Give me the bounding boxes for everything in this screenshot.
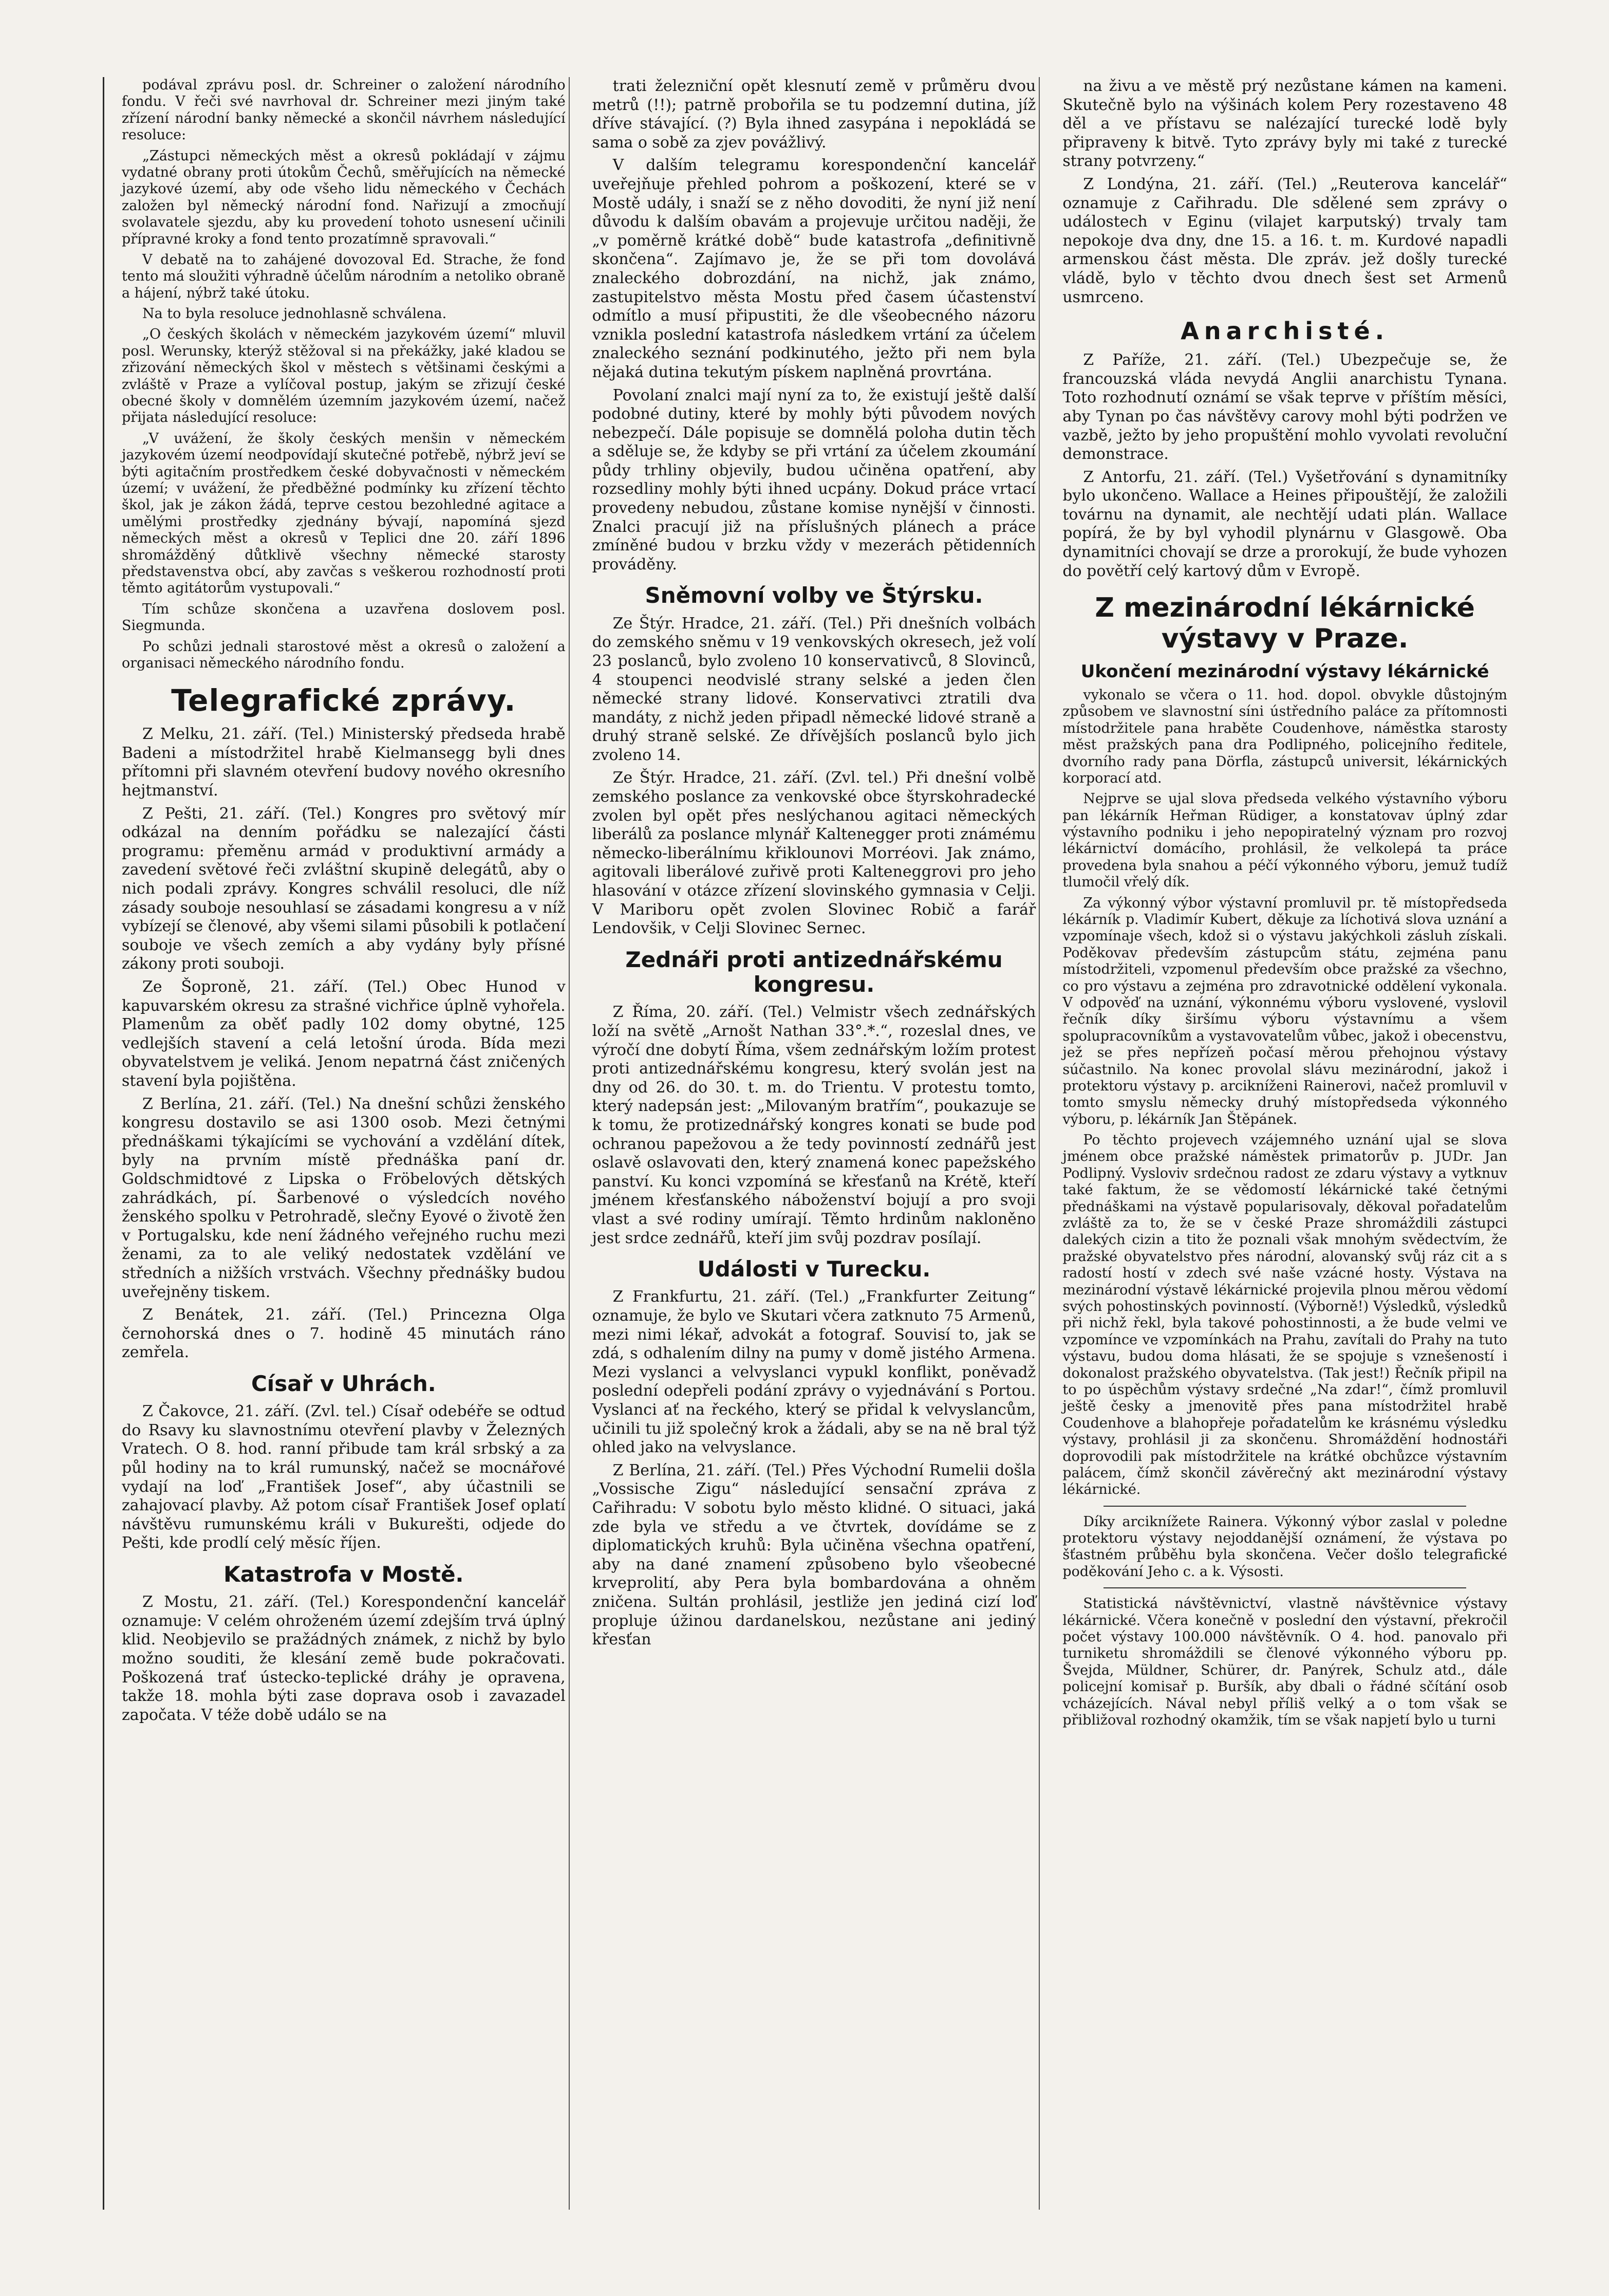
article-paragraph: Z Antorfu, 21. září. (Tel.) Vyšetřování s dynamitníky bylo ukončeno. Wallace a Heines připouštějí, že založili továrnu na dynamit, ale nechtějí udati plán. Wallace popírá, že by byl vyhodil plynárnu v Glasgowě. Oba dynamitníci chovají se drze a prorokují, že bude vyhozen do povětří celý kartový dům v Evropě. (1062, 468, 1507, 580)
article-paragraph: Z Londýna, 21. září. (Tel.) „Reuterova kancelář“ oznamuje z Cařihradu. Dle sdělené sem zprávy o událostech v Eginu (vilajet karputský) trvaly tam nepokoje dva dny, dne 15. a 16. t. m. Kurdové napadli armenskou část města. Dle zpráv. jež došly turecké vládě, bylo v těchto dvou dnech šest set Armenů usmrceno. (1062, 175, 1507, 306)
column-right (1059, 77, 1510, 2210)
article-paragraph: „V uvážení, že školy českých menšin v německém jazykovém území neodpovídají skutečné potřebě, nýbrž jeví se býti agitačním prostředkem české dobyvačnosti v německém území; v uvážení, že předběžné podmínky ku zřízení těchto škol, jak je zákon žádá, teprve cestou bezohledné agitace a umělými prostředky zjednány bývají, napomíná sjezd německých měst a okresů v Teplici dne 20. září 1896 shromážděný důtklivě všechny německé starosty představenstva obcí, aby zavčas s veškerou rozhodností proti těmto agitátorům vystupovali.“ (122, 430, 566, 597)
section-heading: Telegrafické zprávy. (171, 683, 516, 718)
article-paragraph: V debatě na to zahájené dovozoval Ed. Strache, že fond tento má sloužiti výhradně účelům národním a netoliko obraně a hájení, nýbrž také útoku. (122, 251, 566, 301)
article-paragraph: Ze Štýr. Hradce, 21. září. (Tel.) Při dnešních volbách do zemského sněmu v 19 venkovských okresech, jež volí 23 poslanců, bylo zvoleno 10 konservativců, 8 Slovinců, 4 stoupenci neodvislé strany selské a jeden člen německé strany lidové. Konservativci ztratili dva mandáty, z nichž jeden připadl německé lidové straně a druhý straně selské. Ze dřívějších poslanců bylo jich zvoleno 14. (592, 614, 1036, 764)
article-paragraph: Z Melku, 21. září. (Tel.) Ministerský předseda hrabě Badeni a místodržitel hrabě Kielmansegg byli dnes přítomni při slavném otevření budovy nového okresního hejtmanství. (122, 725, 566, 800)
article-subheading: Ukončení mezinárodní výstavy lékárnické (1080, 661, 1489, 682)
divider-rule (1103, 1506, 1466, 1507)
article-paragraph: Z Mostu, 21. září. (Tel.) Korespondenční kancelář oznamuje: V celém ohroženém území zdejším trvá úplný klid. Neobjevilo se pražádných známek, z nichž by bylo možno souditi, že klesání země bude pokračovati. Poškozená trať ústecko-teplické dráhy je opravena, takže 18. mohla býti zase doprava osob i zavazadel započata. V téže době událo se na (122, 1593, 566, 1724)
article-paragraph: Z Benátek, 21. září. (Tel.) Princezna Olga černohorská dnes o 7. hodině 45 minutách ráno zemřela. (122, 1306, 566, 1362)
article-heading: Zednáři proti antizednářskému kongresu. (625, 947, 1003, 997)
article-paragraph: Po těchto projevech vzájemného uznání ujal se slova jménem obce pražské náměstek primatorův p. JUDr. Jan Podlipný. Vysloviv srdečnou radost ze zdaru výstavy a vytknuv také faktum, že se vědomostí lékárnické také četnými přednáškami na výstavě popularisovaly, děkoval pořadatelům zvláště za to, že se v české Praze shromáždili zástupci dalekých cizin a tito že poznali však mnohým svědectvím, že pražské obyvatelstvo přes národní, alovanský svůj ráz cit a s radostí hostí v zdech své naše vzácné hosty. Výstava na mezinárodní výstavě lékárnické projevila plnou měrou vědomí svých pohostinských povinností. (Výborně!) Výsledků, výsledků při nichž řekl, byla takové pohostinnosti, a že bude velmi ve vzpomínce ve vzpomínkách na Prahu, zavítali do Prahy na tuto výstavu, budou doma hlásati, že se spojuje s vznešeností i dokonalost pražského obyvatelstva. (Tak jest!) Řečník připil na to po úspěchům výstavy srdečné „Na zdar!“, čímž promluvil ještě česky a jmenovitě přes pana místodržitel hrabě Coudenhove a blahopřeje pořadatelům ke krásnému výsledku výstavy, prohlásil ji za skončenu. Shromáždění hodnostáři doprovodili pak místodržitele na krátké obchůzce výstavním palácem, čímž skončil závěrečný akt mezinárodní výstavy lékárnické. (1062, 1132, 1507, 1498)
article-paragraph: na živu a ve městě prý nezůstane kámen na kameni. Skutečně bylo na výšinách kolem Pery rozestaveno 48 děl a ve přístavu se nalézající turecké lodě byly připraveny k bitvě. Tyto zprávy byly mi také z turecké strany potvrzeny.“ (1062, 77, 1507, 171)
column-middle (589, 77, 1040, 2210)
article-paragraph: Po schůzi jednali starostové měst a okresů o založení a organisaci německého národního fondu. (122, 638, 566, 671)
article-paragraph: Z Čakovce, 21. září. (Zvl. tel.) Císař odebéře se odtud do Rsavy ku slavnostnímu otevření plavby v Železných Vratech. O 8. hod. ranní přibude tam král srbský a za půl hodiny na to král rumunský, načež se mocnářové vydají na loď „František Josef“, aby účastnili se zahajovací plavby. Až potom císař František Josef oplatí návštěvu rumunskému králi v Bukurešti, odjede do Pešti, kde prodlí celý měsíc říjen. (122, 1402, 566, 1552)
article-paragraph: vykonalo se včera o 11. hod. dopol. obvykle důstojným způsobem ve slavnostní síni ústředního paláce za přítomnosti místodržitele pana hraběte Coudenhove, náměstka starosty měst pražských pana dra Podlipného, policejního ředitele, dvorního rady pana Dörfla, zástupců universit, lékárnických korporací atd. (1062, 687, 1507, 786)
article-paragraph: Z Říma, 20. září. (Tel.) Velmistr všech zednářských loží na světě „Arnošt Nathan 33°.*.“, rozeslal dnes, ve výročí dne dobytí Říma, všem zednářským ložím protest proti antizednářskému kongresu, který svolán jest na dny od 26. do 30. t. m. do Trientu. V protestu tomto, který nadepsán jest: „Milovaným bratřím“, poukazuje se k tomu, že protizednářský kongres konati se bude pod ochranou papežovou a že tedy povinností zednářů jest oslavě oslavovati den, který znamená konec papežského panství. Ku konci vzpomíná se křesťanů na Krétě, kteří jménem křesťanského náboženství bojují a pro svoji vlast a své rodiny umírají. Těmto hrdinům nakloněno jest srdce zednářů, kteří jim svůj pozdrav posílají. (592, 1003, 1036, 1247)
article-paragraph: Povolaní znalci mají nyní za to, že existují ještě další podobné dutiny, které by mohly býti původem nových nebezpečí. Dále popisuje se domnělá poloha dutin těch a sděluje se, že kdyby se při vrtání za účelem zkoumání půdy trhliny objevily, budou učiněna opatření, aby rozsedliny mohly býti ihned ucpány. Dokud práce vrtací provedeny nebudou, zůstane komise nynější v činnosti. Znalci pracují již na příslušných plánech a práce zmíněné budou v brzku vždy v mezerách pětidenních prováděny. (592, 386, 1036, 573)
article-paragraph: Nejprve se ujal slova předseda velkého výstavního výboru pan lékárník Heřman Rüdiger, a konstatovav úplný zdar výstavního podniku i jeho nepopiratelný význam pro rozvoj lékárnictví domácího, prohlásil, že velkolepá ta práce provedena byla snahou a péčí výkonného výboru, jemuž tudíž tlumočil vřelý dík. (1062, 791, 1507, 891)
article-paragraph: Ze Šoproně, 21. září. (Tel.) Obec Hunod v kapuvarském okresu za strašné vichřice úplně vyhořela. Plamenům za oběť padly 102 domy obytné, 125 vedlejších stavení a celá letošní úroda. Bída mezi obyvatelstvem je veliká. Jenom nepatrná část zničených stavení byla pojištěna. (122, 978, 566, 1090)
article-paragraph: Statistická návštěvnictví, vlastně návštěvnice výstavy lékárnické. Včera konečně v poslední den výstavní, překročil počet výstavy 100.000 návštěvník. O 4. hod. panovalo při turniketu shromáždili se členové výkonného výboru pp. Švejda, Müldner, Schürer, dr. Panýrek, Schulz atd., dále policejní komisař p. Buršík, aby dbali o řádné sčítání osob vcházejících. Nával nebyl příliš velký a o tom však se přibližoval rozhodný okamžik, tím se však napjetí bylo u turni (1062, 1596, 1507, 1728)
newspaper-page (103, 77, 1510, 2210)
article-paragraph: Z Berlína, 21. září. (Tel.) Na dnešní schůzi ženského kongresu dostavilo se asi 1300 osob. Mezi četnými přednáškami týkajícími se vychování a vzdělání dítek, byly na prvním místě přednáška paní dr. Goldschmidtové z Lipska o Fröbelových dětských zahrádkách, pí. Šarbenové o výsledcích nového ženského spolku v Petrohradě, slečny Eyové o životě žen v Portugalsku, kde není žádného veřejného ruchu mezi ženami, za to ale veliký nedostatek vzdělání ve středních a nižších vrstvách. Všechny přednášky budou uveřejněny tiskem. (122, 1095, 566, 1301)
article-paragraph: Z Berlína, 21. září. (Tel.) Přes Východní Rumelii došla „Vossische Zigu“ následující sensační zpráva z Cařihradu: V sobotu bylo město klidné. O situaci, jaká zde byla ve středu a ve čtvrtek, dovídáme se z diplomatických kruhů: Byla učiněna všechna opatření, aby na dané znamení způsobeno bylo všeobecné krveprolití, aby Pera byla bombardována a ohněm zničena. Sultán prohlásil, jestliže jen jediná cizí loď propluje úžinou dardanelskou, nezůstane ani jediný křesťan (592, 1461, 1036, 1649)
divider-rule (1103, 1587, 1466, 1588)
column-left (119, 77, 570, 2210)
article-paragraph: V dalším telegramu korespondenční kancelář uveřejňuje přehled pohrom a poškození, které se v Mostě udály, i snaží se z něho dovoditi, že nyní již není důvodu k dalším obavám a projevuje určitou naději, že „v poměrně krátké době“ bude katastrofa „definitivně skončena“. Zajímavo je, že se při tom dovolává znaleckého dobrozdání, na nichž, jak známo, zastupitelstvo města Mostu před časem účastenství odmítlo a musí připustiti, že dle všeobecného názoru vznikla poslední katastrofa následkem vrtání za účelem znaleckého seznání podkinutého, ježto při nem byla nějaká dutina tekutým pískem naplněná provrtána. (592, 156, 1036, 381)
article-paragraph: Z Frankfurtu, 21. září. (Tel.) „Frankfurter Zeitung“ oznamuje, že bylo ve Skutari včera zatknuto 75 Armenů, mezi nimi lékař, advokát a fotograf. Souvisí to, jak se zdá, s odhalením dilny na pumy v domě jistého Armena. Mezi vyslanci a velvyslanci vypukl konflikt, poněvadž poslední odepřeli podání zprávy o vyjednávání s Portou. Vyslanci ať na řeckého, který se přidal k velvyslancům, učinili tu již společný krok a žádali, aby se na ně bral týž ohled jako na velvyslance. (592, 1288, 1036, 1457)
article-paragraph: Na to byla resoluce jednohlasně schválena. (142, 306, 447, 322)
article-paragraph: „Zástupci německých měst a okresů pokládají v zájmu vydatné obrany proti útokům Čechů, směřujících na německé jazykové území, aby ode všeho lidu německého v Čechách založen byl německý národní fond. Nařizují a zmocňují svolavatele sjezdu, aby ku provedení tohoto usnesení učinili přípravné kroky a fond tento prozatímně spravovali.“ (122, 147, 566, 247)
article-paragraph: Díky arciknížete Rainera. Výkonný výbor zaslal v poledne protektoru výstavy nejoddanější oznámení, že výstava po šťastném průběhu byla skončena. Večer došlo telegrafické poděkování Jeho c. a k. Výsosti. (1062, 1513, 1507, 1580)
article-paragraph: „O českých školách v německém jazykovém území“ mluvil posl. Werunsky, kterýž stěžoval si na překážky, jaké kladou se zřizování německých škol v městech s většinami českými a zvláště v Praze a vylíčoval postup, jakým se zřizují české obecné školy v domnělém územním jazykovém území, načež přijata následující resoluce: (122, 326, 566, 426)
article-paragraph: Tím schůze skončena a uzavřena doslovem posl. Siegmunda. (122, 601, 566, 634)
article-paragraph: trati železniční opět klesnutí země v průměru dvou metrů (!!); patrně probořila se tu podzemní dutina, jíž dříve stávající. (?) Byla ihned zasypána i nepokládá se sama o sobě za zjev povážlivý. (592, 77, 1036, 152)
article-paragraph: podával zprávu posl. dr. Schreiner o založení národního fondu. V řeči své navrhoval dr. Schreiner mezi jiným také zřízení národní banky německé a skončil návrhem následující resoluce: (122, 77, 566, 143)
article-heading: Události v Turecku. (697, 1256, 931, 1282)
article-heading: Anarchisté. (1181, 317, 1390, 345)
article-paragraph: Z Pešti, 21. září. (Tel.) Kongres pro světový mír odkázal na denním pořádku se nalezající části programu: přeměnu armád v produktivní armády a zavedení světové řeči zvláštní skupině delegátů, aby o nich podali zprávy. Kongres schválil resoluci, dle níž zásady souboje nesouhlasí se zásadami kongresu a v níž vybízejí se členové, aby všemi silami působili k potlačení souboje ve všech zemích a aby vydány byly přísné zákony proti souboji. (122, 804, 566, 973)
section-heading: Z mezinárodní lékárnické výstavy v Praze. (1095, 592, 1475, 655)
article-paragraph: Z Paříže, 21. září. (Tel.) Ubezpečuje se, že francouzská vláda nevydá Anglii anarchistu Tynana. Toto rozhodnutí oznámí se však teprve v příštím měsíci, aby Tynan po čas návštěvy carovy mohl býti podržen ve vazbě, ježto by jeho propuštění mohlo vyvolati revoluční demonstrace. (1062, 351, 1507, 464)
article-paragraph: Ze Štýr. Hradce, 21. září. (Zvl. tel.) Při dnešní volbě zemského poslance za venkovské obce štyrskohradecké zvolen byl opět přes neslýchanou agitaci německých liberálů za poslance mlynář Kaltenegger proti známému německo-liberálnímu křiklounovi Morréovi. Jak známo, agitovali liberálové zuřivě proti Kalteneggrovi pro jeho hlasování v otázce zřízení slovinského gymnasia v Celji. V Mariboru opět zvolen Slovinec Robič a farář Lendovšik, v Celji Slovinec Sernec. (592, 769, 1036, 938)
article-heading: Císař v Uhrách. (251, 1371, 436, 1396)
article-paragraph: Za výkonný výbor výstavní promluvil pr. tě místopředseda lékárník p. Vladimír Kubert, děkuje za líchotivá slova uznání a vzpomínaje všech, kdož si o výstavu jakýchkoli zásluh získali. Poděkovav především zástupcům státu, zejména panu místodržiteli, vzpomenul především obce pražské za všechno, co pro výstavu a zejména pro zdravotnické oddělení vykonala. V odpověď na uznání, výkonnému výboru vyslovené, vyslovil řečník díky širšímu výboru výstavnímu a všem spolupracovníkům a vystavovatelům vůbec, jakož i obecenstvu, jež se přes nepřízeň počasí měrou přehojnou výstavy súčastnilo. Na konec provolal slávu mezinárodní, jakož i protektoru výstavy p. arcikníženi Rainerovi, načež promluvil v tomto smyslu německy druhý místopředseda výkonného výboru, p. lékárník Jan Štěpánek. (1062, 895, 1507, 1127)
article-heading: Katastrofa v Mostě. (223, 1561, 464, 1587)
article-heading: Sněmovní volby ve Štýrsku. (645, 583, 983, 608)
